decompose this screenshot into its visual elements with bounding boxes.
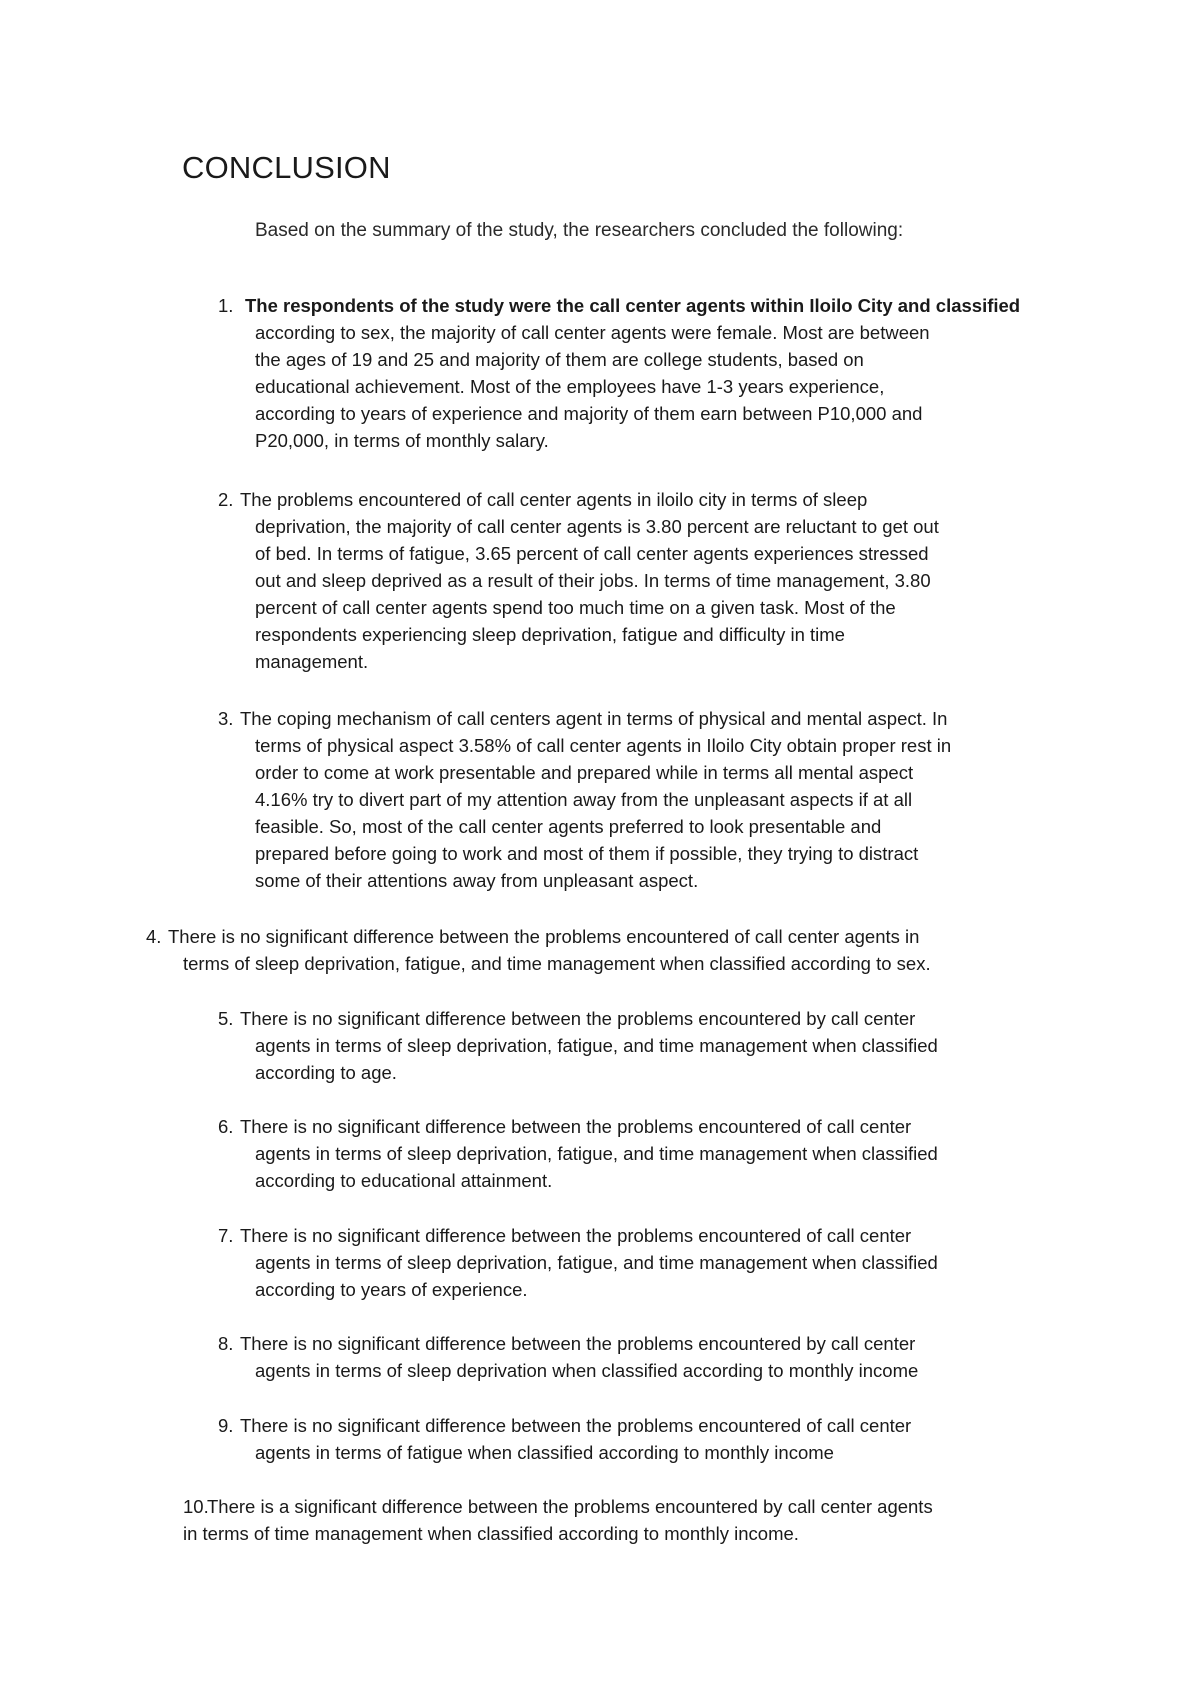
list-item bbox=[218, 1330, 919, 1384]
list-item bbox=[146, 923, 931, 977]
list-item bbox=[218, 486, 939, 675]
list-item bbox=[218, 1222, 938, 1303]
list-item bbox=[218, 1005, 938, 1086]
item-number: 1. bbox=[218, 295, 234, 316]
list-item bbox=[218, 705, 952, 894]
item-number: 10. bbox=[183, 1496, 209, 1517]
item-line: management. bbox=[255, 651, 369, 672]
item-line: 4.16% try to divert part of my attention away from the unpleasant aspects if at all bbox=[255, 789, 913, 810]
item-line: The problems encountered of call center agents in iloilo city in terms of sleep bbox=[240, 489, 868, 510]
page-title: CONCLUSION bbox=[182, 150, 391, 185]
item-line: according to sex, the majority of call center agents were female. Most are between bbox=[255, 322, 930, 343]
item-line: according to years of experience. bbox=[255, 1279, 528, 1300]
item-line: agents in terms of sleep deprivation, fatigue, and time management when classified bbox=[255, 1252, 938, 1273]
item-line: The respondents of the study were the call center agents within Iloilo City and classified bbox=[245, 295, 1021, 316]
item-line: agents in terms of sleep deprivation, fatigue, and time management when classified bbox=[255, 1035, 938, 1056]
item-line: There is no significant difference between the problems encountered of call center bbox=[240, 1116, 912, 1137]
item-line: agents in terms of sleep deprivation when classified according to monthly income bbox=[255, 1360, 919, 1381]
item-line: P20,000, in terms of monthly salary. bbox=[255, 430, 549, 451]
item-line: feasible. So, most of the call center agents preferred to look presentable and bbox=[255, 816, 882, 837]
item-line: There is no significant difference between the problems encountered by call center bbox=[240, 1333, 916, 1354]
item-line: percent of call center agents spend too much time on a given task. Most of the bbox=[255, 597, 896, 618]
item-line: terms of physical aspect 3.58% of call center agents in Iloilo City obtain proper rest in bbox=[255, 735, 952, 756]
item-line: agents in terms of fatigue when classified according to monthly income bbox=[255, 1442, 834, 1463]
item-line: out and sleep deprived as a result of their jobs. In terms of time management, 3.80 bbox=[255, 570, 931, 591]
item-line: the ages of 19 and 25 and majority of them are college students, based on bbox=[255, 349, 864, 370]
item-line: agents in terms of sleep deprivation, fatigue, and time management when classified bbox=[255, 1143, 938, 1164]
item-line: respondents experiencing sleep deprivation, fatigue and difficulty in time bbox=[255, 624, 845, 645]
item-number: 6. bbox=[218, 1116, 234, 1137]
list-item bbox=[183, 1493, 933, 1547]
item-line: There is no significant difference between the problems encountered of call center bbox=[240, 1415, 912, 1436]
item-number: 3. bbox=[218, 708, 234, 729]
item-line: some of their attentions away from unpleasant aspect. bbox=[255, 870, 699, 891]
item-line: terms of sleep deprivation, fatigue, and time management when classified according to sex. bbox=[183, 953, 931, 974]
item-line: according to educational attainment. bbox=[255, 1170, 553, 1191]
list-item bbox=[218, 1412, 912, 1466]
item-line: in terms of time management when classified according to monthly income. bbox=[183, 1523, 799, 1544]
item-line: according to years of experience and majority of them earn between P10,000 and bbox=[255, 403, 923, 424]
item-number: 9. bbox=[218, 1415, 234, 1436]
item-line: order to come at work presentable and prepared while in terms all mental aspect bbox=[255, 762, 914, 783]
item-line: There is no significant difference between the problems encountered of call center agents in bbox=[168, 926, 920, 947]
item-line: deprivation, the majority of call center agents is 3.80 percent are reluctant to get out bbox=[255, 516, 939, 537]
list-item bbox=[218, 292, 1021, 454]
item-number: 7. bbox=[218, 1225, 234, 1246]
item-line: There is no significant difference between the problems encountered of call center bbox=[240, 1225, 912, 1246]
item-line: of bed. In terms of fatigue, 3.65 percent of call center agents experiences stressed bbox=[255, 543, 929, 564]
item-number: 2. bbox=[218, 489, 234, 510]
item-line: There is a significant difference between the problems encountered by call center agents bbox=[207, 1496, 933, 1517]
item-line: according to age. bbox=[255, 1062, 397, 1083]
item-number: 8. bbox=[218, 1333, 234, 1354]
item-line: There is no significant difference between the problems encountered by call center bbox=[240, 1008, 916, 1029]
list-item bbox=[218, 1113, 938, 1194]
item-line: educational achievement. Most of the employees have 1-3 years experience, bbox=[255, 376, 885, 397]
item-number: 4. bbox=[146, 926, 162, 947]
intro-paragraph: Based on the summary of the study, the researchers concluded the following: bbox=[255, 220, 904, 241]
item-line: The coping mechanism of call centers agent in terms of physical and mental aspect. In bbox=[240, 708, 948, 729]
item-line: prepared before going to work and most of them if possible, they trying to distract bbox=[255, 843, 919, 864]
item-number: 5. bbox=[218, 1008, 234, 1029]
